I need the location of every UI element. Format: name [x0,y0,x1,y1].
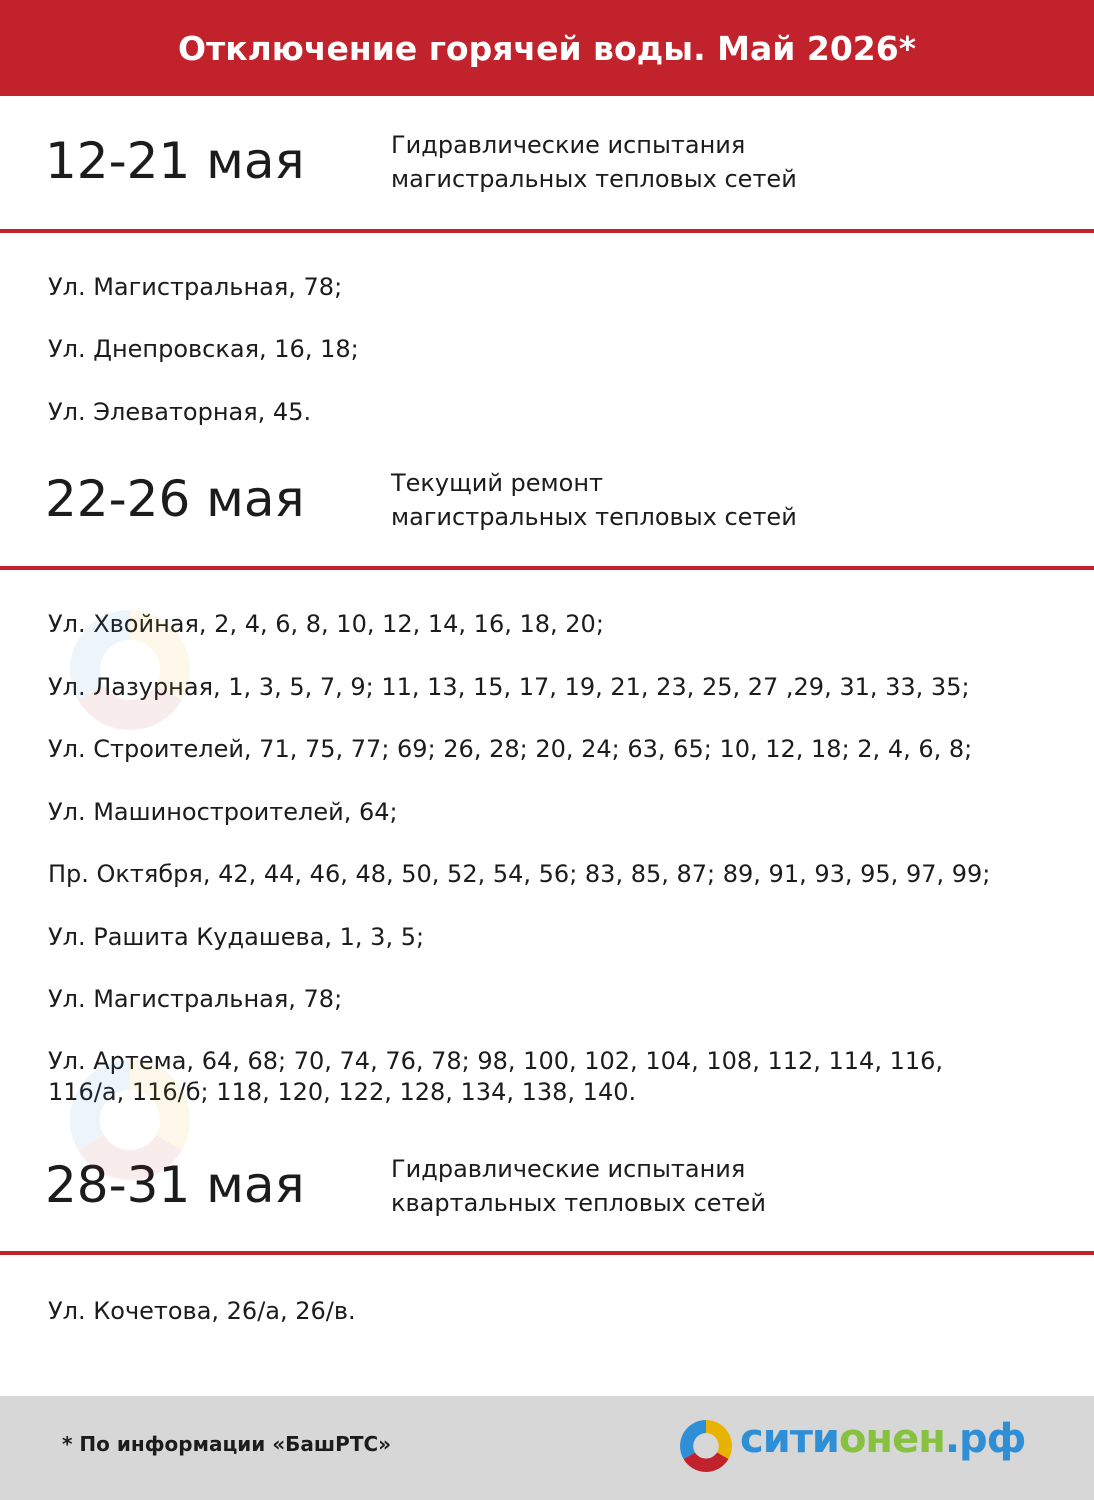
section-header-3 [0,1120,1094,1230]
address-item: Ул. Кочетова, 26/а, 26/в. [48,1297,356,1325]
address-item: Ул. Машиностроителей, 64; [48,798,398,826]
section-divider [0,566,1094,570]
logo-swirl-icon [678,1414,734,1478]
address-item: Ул. Днепровская, 16, 18; [48,335,359,363]
section-date: 12-21 мая [45,132,305,190]
address-item: Ул. Магистральная, 78; [48,985,343,1013]
site-logo[interactable] [678,1414,1058,1478]
page-title: Отключение горячей воды. Май 2026* [0,0,1094,96]
address-item: Ул. Строителей, 71, 75, 77; 69; 26, 28; 20, 24; 63, 65; 10, 12, 18; 2, 4, 6, 8; [48,735,973,763]
address-item: Пр. Октября, 42, 44, 46, 48, 50, 52, 54, 56; 83, 85, 87; 89, 91, 93, 95, 97, 99; [48,860,991,888]
section-description-line1: Текущий ремонт [391,469,604,497]
section-header-2 [0,434,1094,544]
section-description-line1: Гидравлические испытания [391,1155,746,1183]
address-item: Ул. Хвойная, 2, 4, 6, 8, 10, 12, 14, 16, 18, 20; [48,610,604,638]
logo-text-part1: сити [740,1416,839,1462]
section-date: 22-26 мая [45,470,305,528]
section-divider [0,229,1094,233]
section-description-line1: Гидравлические испытания [391,131,746,159]
footer [0,1396,1094,1500]
address-item: Ул. Магистральная, 78; [48,273,343,301]
address-item: Ул. Артема, 64, 68; 70, 74, 76, 78; 98, 100, 102, 104, 108, 112, 114, 116, [48,1047,944,1075]
logo-text [740,1416,1025,1462]
section-description-line2: квартальных тепловых сетей [391,1189,766,1217]
section-header-1 [0,96,1094,206]
logo-text-part3: .рф [944,1416,1026,1462]
address-item-continued: 116/а, 116/б; 118, 120, 122, 128, 134, 138, 140. [48,1078,637,1106]
address-item: Ул. Лазурная, 1, 3, 5, 7, 9; 11, 13, 15, 17, 19, 21, 23, 25, 27 ,29, 31, 33, 35; [48,673,970,701]
section-description-line2: магистральных тепловых сетей [391,165,797,193]
footnote: * По информации «БашРТС» [62,1432,392,1456]
address-item: Ул. Элеваторная, 45. [48,398,312,426]
logo-text-part2: онен [838,1416,945,1462]
section-date: 28-31 мая [45,1156,305,1214]
address-item: Ул. Рашита Кудашева, 1, 3, 5; [48,923,425,951]
section-description-line2: магистральных тепловых сетей [391,503,797,531]
section-divider [0,1251,1094,1255]
